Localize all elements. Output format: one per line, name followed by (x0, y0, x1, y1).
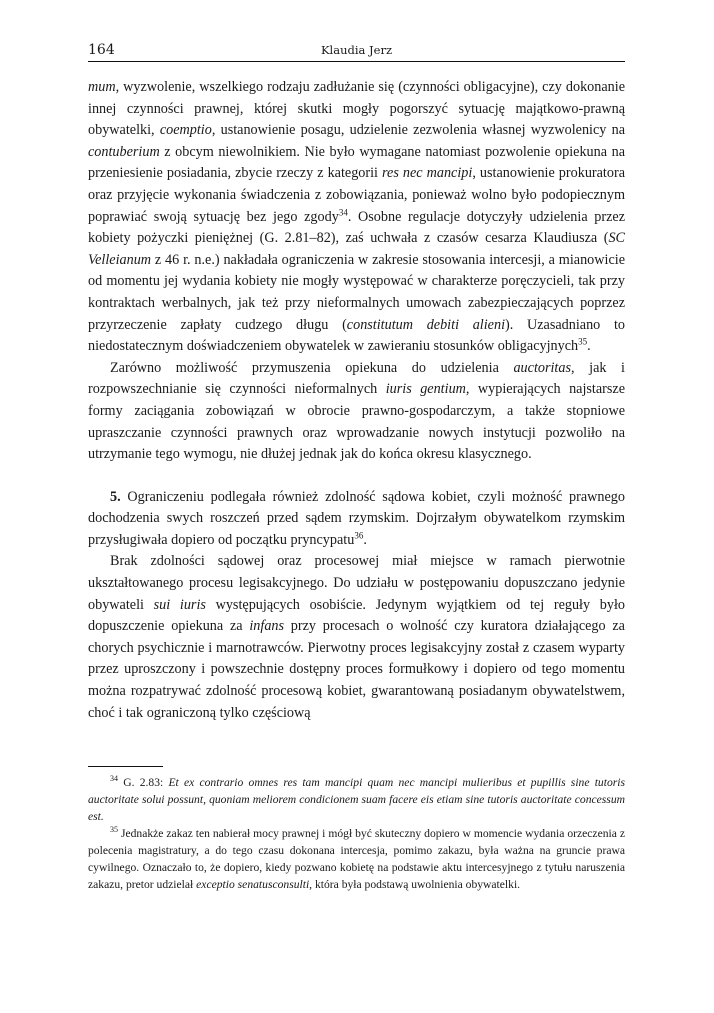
footnote-separator (88, 766, 163, 767)
text: występujących osobiście. Jedynym wyjątkiem od tej reguły było dopuszczenie opiekuna za (88, 596, 626, 635)
italic-term: coemptio (159, 122, 212, 139)
italic-term: contuberium (88, 143, 160, 160)
footnote (88, 774, 625, 825)
text: . (587, 338, 591, 355)
italic-term: constitutum debiti alieni (346, 316, 506, 333)
text: , ustanowienie prokuratora oraz przyjęcie wykonania świadczenia z zobowiązania, ponieważ wolno było podopiecznym poprawiać swoją sytuację bez jego zgody (88, 165, 625, 225)
text: Zarówno możliwość przymuszenia opiekuna do udzielenia (110, 359, 514, 376)
page-number: 164 (88, 42, 115, 58)
paragraph (88, 77, 625, 358)
footnote-number: 34 (110, 774, 118, 784)
text: , ustanowienie posagu, udzielenie zezwolenia własnej wyzwolenicy na (211, 122, 625, 139)
text: , jak i rozpowszechnianie się czynności nieformalnych (88, 359, 625, 398)
footnote-ref[interactable]: 35 (578, 336, 588, 347)
paragraph (88, 358, 625, 466)
italic-term: res nec mancipi (382, 165, 473, 182)
text: z 46 r. n.e.) nakładała ograniczenia w zakresie stosowania intercesji, a mianowicie od momentu jej wydania kobiety nie mogły występować w charakterze poręczycieli, tak przy kontraktach werbalnych, jak też przy nieformalnych umowach zabezpieczających poprzez przyrzeczenie zapłaty cudzego długu ( (88, 251, 625, 333)
italic-term: SC Velleianum (88, 230, 625, 268)
text: . Osobne regulacje dotyczyły udzielenia przez kobiety pożyczki pieniężnej (G. 2.81–82), zaś uchwała z czasów cesarza Klaudiusza ( (88, 208, 625, 247)
italic-term: exceptio senatusconsulti (196, 878, 310, 891)
page-header (88, 40, 625, 62)
text: . (363, 531, 367, 548)
footnote-ref[interactable]: 36 (354, 530, 364, 541)
text: z obcym niewolnikiem. Nie było wymagane natomiast pozwolenie opiekuna na przeniesienie posiadania, zbycie rzeczy z kategorii (88, 143, 625, 182)
footnotes (88, 774, 625, 893)
body-text (88, 77, 625, 724)
text: Jednakże zakaz ten nabierał mocy prawnej i mógł być skuteczny dopiero w momencie wydania orzeczenia z polecenia magistratury, a do tego czasu dokonana intercesja, pomimo zakazu, była ważna na gruncie prawa cywilnego. Oznaczało to, że dopiero, kiedy pozwano kobietę na podstawie aktu intercesyjnego z tytułu naruszenia zakazu, pretor udzielał (88, 827, 625, 891)
text: Ograniczeniu podlegała również zdolność sądowa kobiet, czyli możność prawnego dochodzenia swych roszczeń przed sądem rzymskim. Dojrzałym obywatelkom rzymskim przysługiwała dopiero od początku pryncypatu (88, 488, 625, 548)
italic-term: mum (88, 79, 116, 95)
paragraph (88, 551, 625, 724)
italic-term: iuris gentium (385, 381, 466, 398)
text: , która była podstawą uwolnienia obywatelki. (309, 878, 521, 891)
text: G. 2.83: (118, 776, 169, 789)
text: przy procesach o wolność czy kuratora działającego za chorych psychicznie i marnotrawców. Pierwotny proces legisakcyjny został z czasem wyparty przez uproszczony i powszechnie dostępny proces formułkowy i dopiero od tego momentu można rozpatrywać zdolność procesową kobiet, gwarantowaną posiadanym obywatelstwem, choć i tak ograniczoną tylko częściową (88, 618, 625, 721)
section-number: 5. (110, 488, 121, 505)
text: Brak zdolności sądowej oraz procesowej miał miejsce w ramach pierwotnie ukształtowanego procesu legisakcyjnego. Do udziału w postępowaniu dopuszczano jedynie obywateli (88, 553, 625, 613)
text: ). Uzasadniano to niedostatecznym doświadczeniem obywatelek w zawieraniu stosunków obligacyjnych (88, 316, 625, 355)
italic-term: sui iuris (153, 596, 206, 613)
running-head: Klaudia Jerz (320, 43, 393, 57)
footnote-ref[interactable]: 34 (338, 206, 348, 217)
text: , wypierających najstarsze formy zaciągania zobowiązań w obrocie prawno-gospodarczym, a także stopniowe upraszczanie czynności prawnych oraz wprowadzanie nowych instytucji pozwoliło na utrzymanie tego wymogu, nie dłużej jednak jak do końca okresu klasycznego. (88, 381, 626, 463)
section-gap (88, 466, 625, 487)
italic-term: auctoritas (513, 359, 571, 376)
text: , wyzwolenie, wszelkiego rodzaju zadłużanie się (czynności obligacyjne), czy dokonanie innej czynności prawnej, której skutki mogły pogorszyć sytuację majątkowo-prawną obywatelki, (88, 79, 625, 139)
italic-term: infans (249, 618, 285, 635)
paragraph (88, 487, 625, 552)
italic-quote: Et ex contrario omnes res tam mancipi quam nec mancipi mulieribus et pupillis sine tutoris auctoritate solui possunt, quoniam meliorem condicionem suam facere eis etiam sine tutoris auctoritate concessum est. (88, 776, 625, 823)
footnote-number: 35 (110, 825, 118, 835)
footnote (88, 825, 625, 893)
